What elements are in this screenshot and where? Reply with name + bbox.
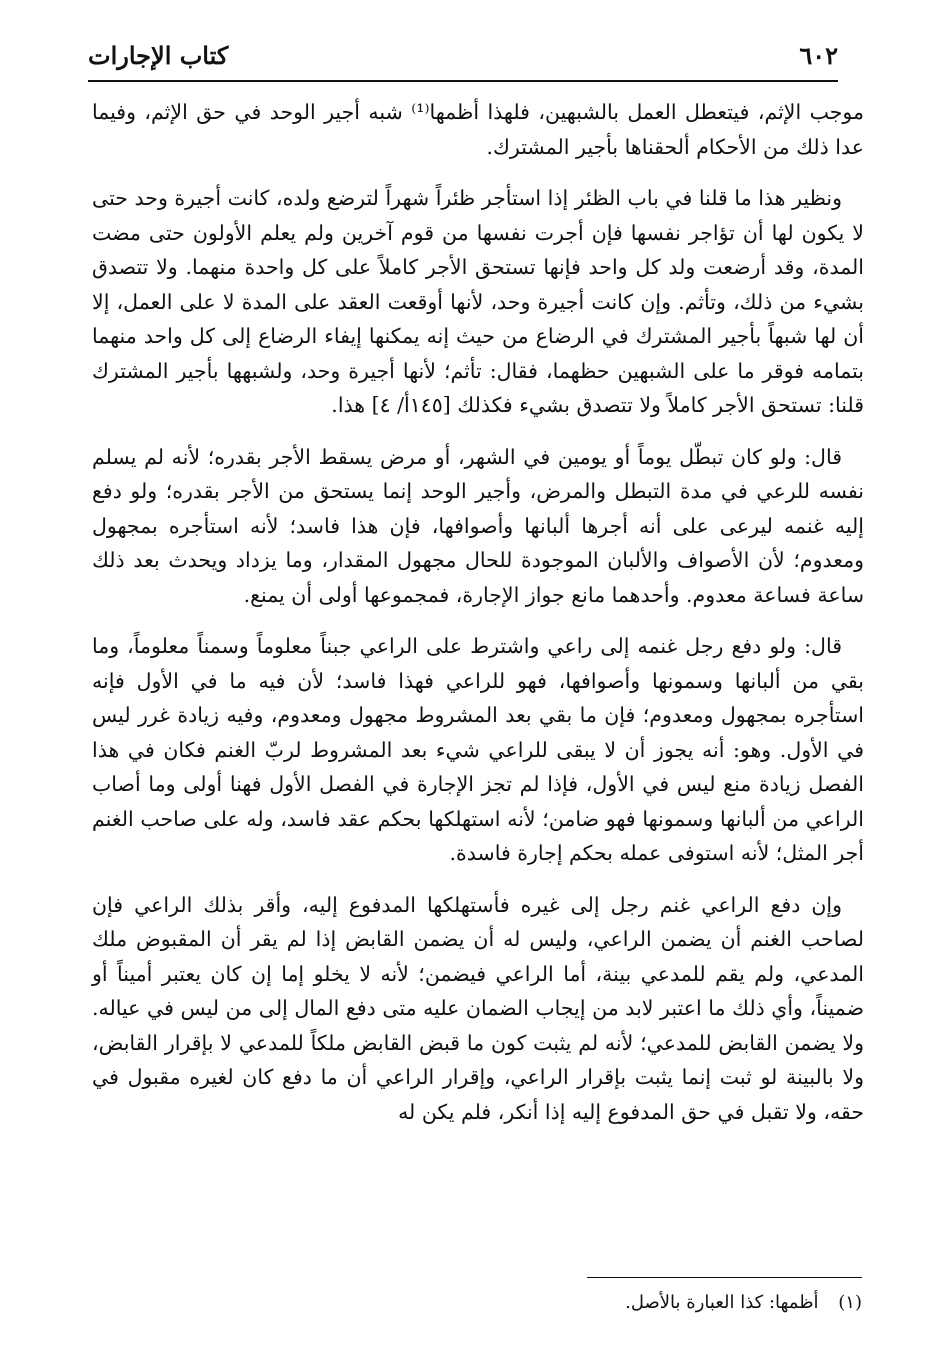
body-text: [92, 95, 864, 1146]
footnote: [92, 1290, 862, 1316]
book-title: كتاب الإجارات: [88, 41, 229, 70]
paragraph-1: موجب الإثم، فيتعطل العمل بالشبهين، فلهذا أظمها⁽¹⁾ شبه أجير الوحد في حق الإثم، وفيما عدا ذلك من الأحكام ألحقناها بأجير المشترك.: [92, 100, 864, 159]
page-number: ٦٠٢: [799, 41, 838, 70]
footnote-number: (١): [838, 1292, 862, 1313]
footnote-divider: [587, 1277, 862, 1278]
page-header: [88, 30, 838, 82]
paragraph-5: وإن دفع الراعي غنم رجل إلى غيره فأستهلكها المدفوع إليه، وأقر بذلك الراعي فإن لصاحب الغنم أن يضمن الراعي، وليس له أن يضمن القابض إذا لم يقر أن المقبوض ملك المدعي، ولم يقم للمدعي بينة، أما الراعي فيضمن؛ لأنه لا يخلو إما إن كان يعتبر أميناً أو ضميناً، وأي ذلك ما اعتبر لابد من إيجاب الضمان عليه متى دفع المال إلى من ليس في عياله. ولا يضمن القابض للمدعي؛ لأنه لم يثبت كون ما قبض القابض ملكاً للمدعي لا بإقرار القابض، ولا بالبينة لو ثبت إنما يثبت بإقرار الراعي، وإقرار الراعي أن ما دفع كان لغيره مقبول في حقه، ولا تقبل في حق المدفوع إليه إذا أنكر، فلم يكن له: [92, 892, 864, 1124]
footnote-text: أظمها: كذا العبارة بالأصل.: [625, 1292, 819, 1313]
paragraph-4: قال: ولو دفع رجل غنمه إلى راعي واشترط على الراعي جبناً معلوماً وسمناً معلوماً، وما بقي من ألبانها وسمونها وأصوافها، فهو للراعي فهذا فاسد؛ لأن فيه ما في الأول فإنه استأجره بمجهول ومعدوم؛ فإن ما بقي بعد المشروط مجهول ومعدوم، وفيه زيادة غرر ليس في الأول. وهو: أنه يجوز أن لا يبقى للراعي شيء بعد المشروط لربّ الغنم فكان في هذا الفصل زيادة منع ليس في الأول، فإذا لم تجز الإجارة في الفصل الأول فهنا أولى وما أصاب الراعي من ألبانها وسمونها فهو ضامن؛ لأنه استهلكها بحكم عقد فاسد، وله على صاحب الغنم أجر المثل؛ لأنه استوفى عمله بحكم إجارة فاسدة.: [92, 634, 864, 865]
paragraph-2: ونظير هذا ما قلنا في باب الظئر إذا استأجر ظئراً شهراً لترضع ولده، كانت أجيرة وحد حتى لا يكون لها أن تؤاجر نفسها فإن أجرت نفسها من قوم آخرين ولم يعلم الأولون حتى مضت المدة، وقد أرضعت ولد كل واحد فإنها تستحق الأجر كاملاً على كل واحدة منهما. ولا تتصدق بشيء من ذلك، وتأثم. وإن كانت أجيرة وحد، لأنها أوقعت العقد على المدة لا على العمل، إلا أن لها شبهاً بأجير المشترك في الرضاع من حيث إنه يمكنها إيفاء الرضاع إلى كل واحد منهما بتمامه فوقر ما على الشبهين حظهما، فقال: تأثم؛ لأنها أجيرة وحد، ولشبهها بأجير المشترك قلنا: تستحق الأجر كاملاً ولا تتصدق بشيء فكذلك [١٤٥أ/ ٤] هذا.: [92, 186, 864, 417]
paragraph-3: قال: ولو كان تبطّل يوماً أو يومين في الشهر، أو مرض يسقط الأجر بقدره؛ لأنه لم يسلم نفسه للرعي في مدة التبطل والمرض، وأجير الوحد إنما يستحق من الأجر بقدره؛ ولو دفع إليه غنمه ليرعى على أنه أجرها ألبانها وأصوافها، فإن هذا فاسد؛ لأنه استأجره بمجهول ومعدوم؛ لأن الأصواف والألبان الموجودة للحال مجهول المقدار، وما يزداد ويحدث بعد ذلك ساعة فساعة معدوم. وأحدهما مانع جواز الإجارة، فمجموعها أولى أن يمنع.: [92, 444, 864, 607]
